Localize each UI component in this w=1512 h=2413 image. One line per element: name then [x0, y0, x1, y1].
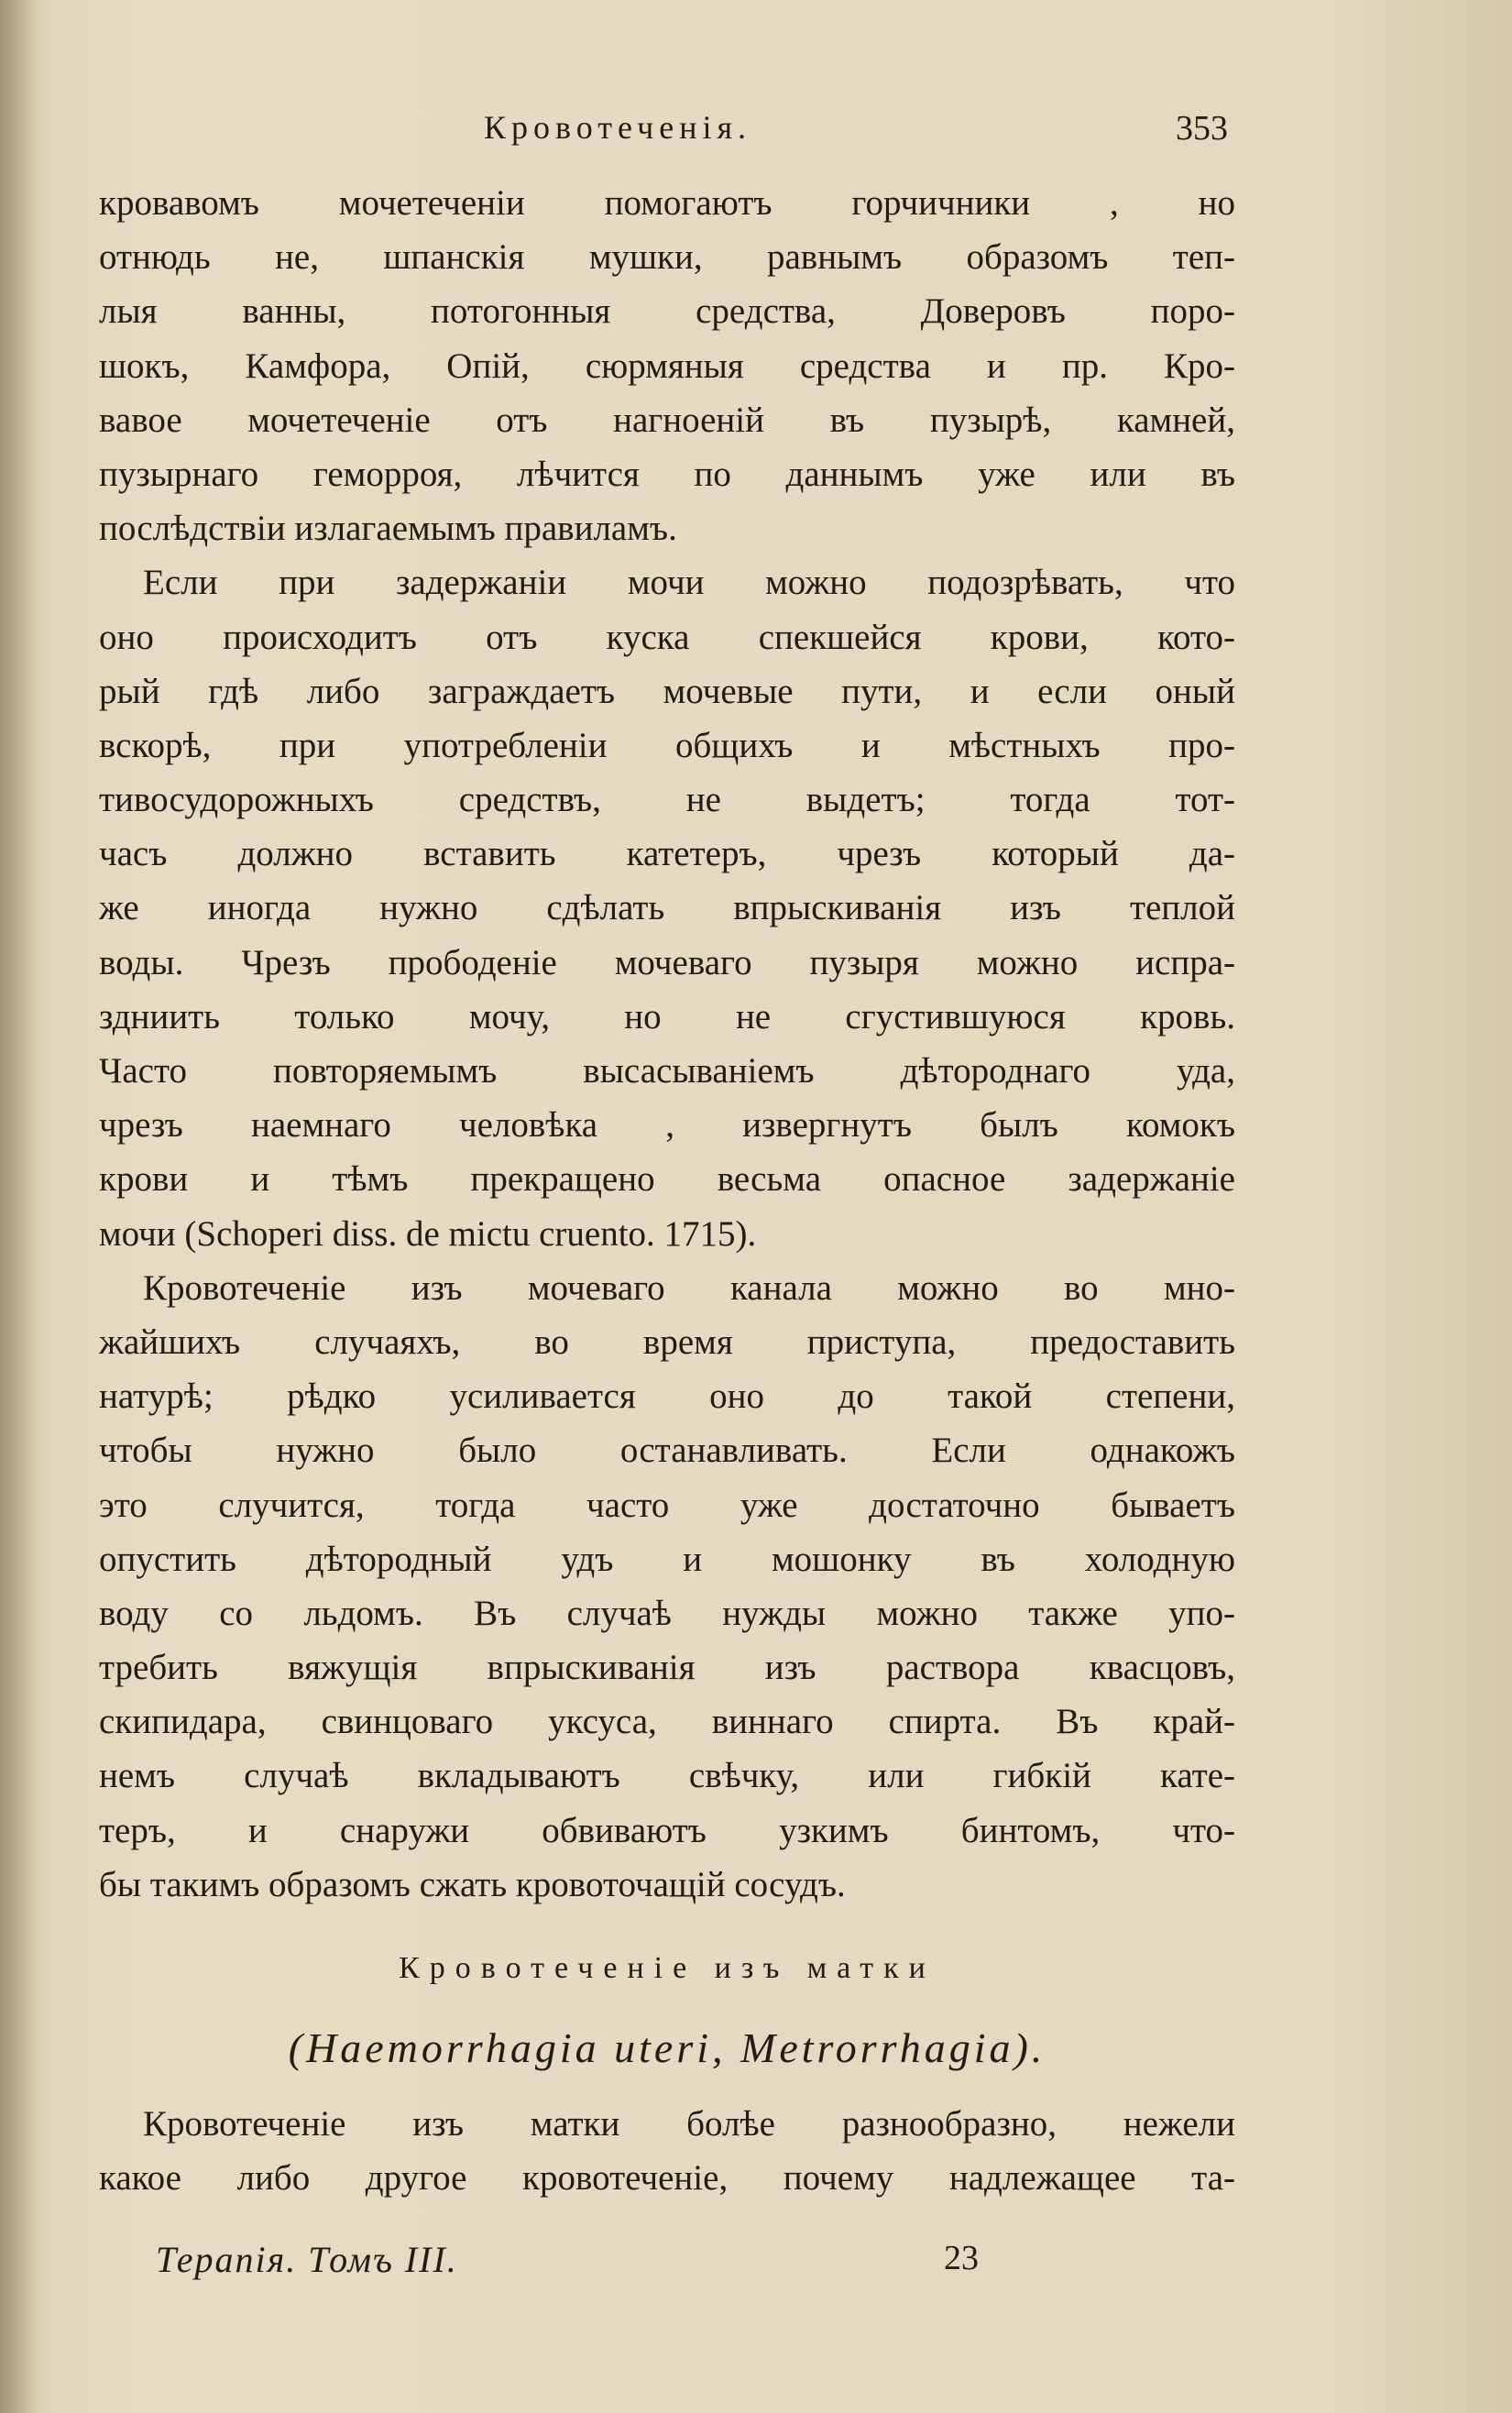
text-line: рый гдѣ либо заграждаетъ мочевые пути, и если оный — [99, 671, 1235, 711]
text-line: крови и тѣмъ прекращено весьма опасное задержаніе — [99, 1159, 1235, 1200]
text-line: часъ должно вставить катетеръ, чрезъ который да- — [99, 834, 1235, 874]
text-line: теръ, и снаружи обвиваютъ узкимъ бинтомъ, что- — [99, 1810, 1235, 1850]
text-line: Часто повторяемымъ высасываніемъ дѣтороднаго уда, — [99, 1051, 1235, 1091]
text-line: отнюдь не, шпанскія мушки, равнымъ образомъ теп- — [99, 237, 1235, 278]
running-head — [128, 108, 1228, 163]
text-line: жайшихъ случаяхъ, во время приступа, предоставить — [99, 1322, 1235, 1362]
text-line: это случится, тогда часто уже достаточно бываетъ — [99, 1485, 1235, 1525]
text-line: воды. Чрезъ прободеніе мочеваго пузыря можно испра- — [99, 942, 1235, 982]
text-line: же иногда нужно сдѣлать впрыскиванія изъ теплой — [99, 888, 1235, 928]
text-line: оно происходитъ отъ куска спекшейся крови, кото- — [99, 617, 1235, 657]
text-line: скипидара, свинцоваго уксуса, виннаго спирта. Въ край- — [99, 1702, 1235, 1742]
text-line: тивосудорожныхъ средствъ, не выдетъ; тогда тот- — [99, 780, 1235, 820]
text-line: вскорѣ, при употребленіи общихъ и мѣстныхъ про- — [99, 725, 1235, 765]
section-heading: Кровотеченіе изъ матки — [399, 1951, 936, 1985]
text-line: здниить только мочу, но не сгустившуюся кровь. — [99, 996, 1235, 1036]
footer-signature: Терапія. Томъ III. — [156, 2239, 458, 2280]
text-line: чтобы нужно было останавливать. Если однакожъ — [99, 1431, 1235, 1471]
gutter-shadow — [0, 0, 37, 2413]
text-line: послѣдствіи излагаемымъ правиламъ. — [99, 509, 677, 549]
text-line: пузырнаго геморроя, лѣчится по даннымъ уже или въ — [99, 454, 1235, 494]
text-line: мочи (Schoperi diss. de mictu cruento. 1715). — [99, 1213, 757, 1254]
text-line: Кровотеченіе изъ матки болѣе разнообразно, нежели — [143, 2104, 1235, 2144]
section-latin-title: (Haemorrhagia uteri, Metrorrhagia). — [288, 2024, 1046, 2071]
text-line: бы такимъ образомъ сжать кровоточащій сосудъ. — [99, 1864, 846, 1904]
text-line: какое либо другое кровотеченіе, почему надлежащее та- — [99, 2158, 1235, 2199]
text-line: кровавомъ мочетеченіи помогаютъ горчичники , но — [99, 183, 1235, 223]
text-line: Кровотеченіе изъ мочеваго канала можно во мно- — [143, 1267, 1235, 1308]
body-paragraphs — [99, 176, 1235, 1912]
text-line: шокъ, Камфора, Опій, сюрмяныя средства и пр. Кро- — [99, 345, 1235, 386]
text-line: немъ случаѣ вкладываютъ свѣчку, или гибкій кате- — [99, 1756, 1235, 1796]
text-line: чрезъ наемнаго человѣка , извергнутъ былъ комокъ — [99, 1105, 1235, 1146]
signature-mark: 23 — [944, 2239, 979, 2277]
text-line: опустить дѣтородный удъ и мошонку въ холодную — [99, 1539, 1235, 1579]
text-line: лыя ванны, потогонныя средства, Доверовъ поро- — [99, 291, 1235, 332]
text-line: вавое мочетеченіе отъ нагноеній въ пузырѣ, камней, — [99, 400, 1235, 440]
text-line: воду со льдомъ. Въ случаѣ нужды можно также упо- — [99, 1593, 1235, 1633]
text-block — [99, 176, 1235, 2205]
page-footer — [156, 2238, 1072, 2293]
text-line: Если при задержаніи мочи можно подозрѣвать, что — [143, 563, 1235, 603]
text-line: требить вяжущія впрыскиванія изъ раствора квасцовъ, — [99, 1648, 1235, 1688]
section-opening-paragraph — [99, 2097, 1235, 2205]
running-title: Кровотеченія. — [484, 109, 752, 146]
text-line: натурѣ; рѣдко усиливается оно до такой степени, — [99, 1377, 1235, 1417]
page-number: 353 — [1176, 109, 1228, 148]
